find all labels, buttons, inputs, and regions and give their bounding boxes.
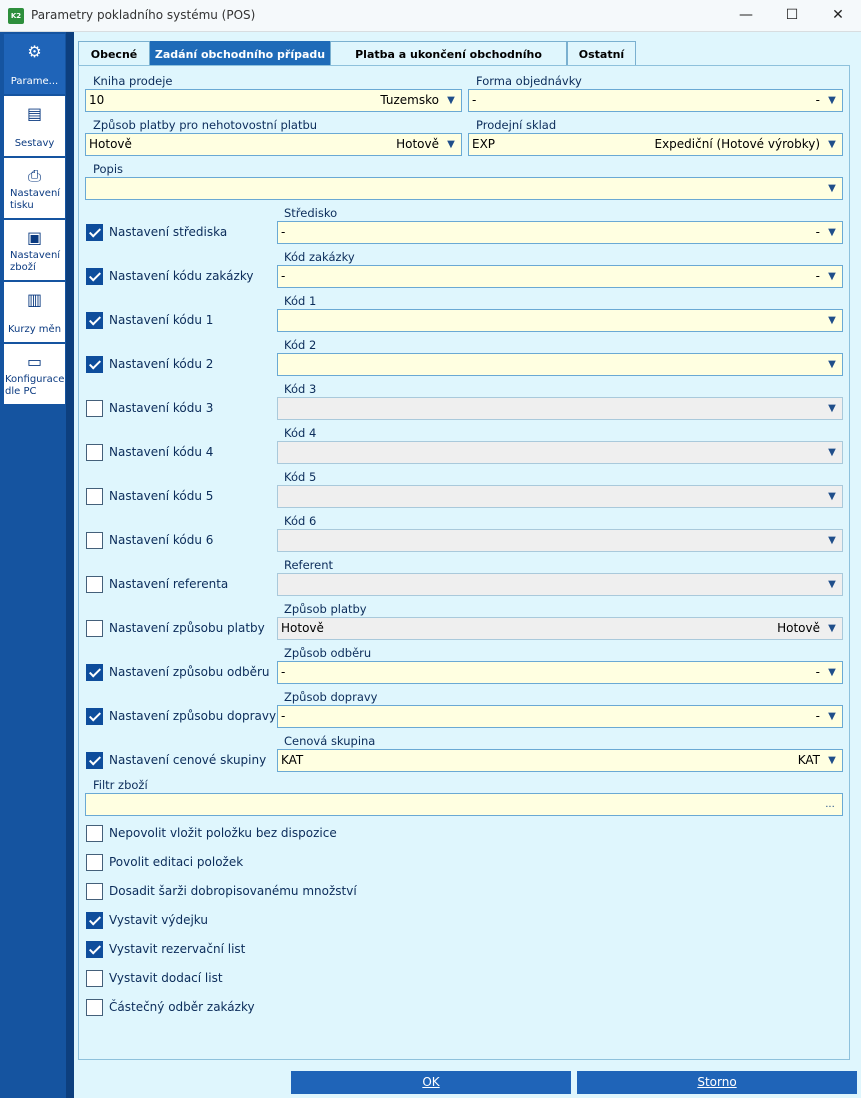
row-checkbox[interactable]	[86, 444, 103, 461]
option-checkbox[interactable]	[86, 912, 103, 929]
option-checkbox[interactable]	[86, 883, 103, 900]
minimize-button[interactable]: —	[739, 7, 753, 23]
field-description: -	[815, 225, 820, 239]
field-value: Hotově	[281, 621, 324, 635]
sidebar-item-label: Konfigurace dle PC	[5, 374, 65, 397]
dropdown-icon[interactable]: ▼	[828, 491, 836, 502]
row-field[interactable]	[277, 353, 843, 376]
row-field[interactable]	[277, 397, 843, 420]
row-checkbox[interactable]	[86, 312, 103, 329]
row-checkbox-label: Nastavení kódu 1	[109, 313, 214, 327]
dropdown-icon[interactable]: ▼	[447, 139, 455, 150]
option-label: Povolit editaci položek	[109, 855, 244, 869]
sidebar-item-kurzy-men[interactable]	[4, 282, 65, 342]
row-field[interactable]	[277, 705, 843, 728]
row-checkbox[interactable]	[86, 532, 103, 549]
box-icon: ▣	[26, 228, 43, 247]
popis-label: Popis	[93, 162, 124, 176]
option-checkbox[interactable]	[86, 999, 103, 1016]
row-field[interactable]	[277, 749, 843, 772]
row-field-label: Kód 1	[284, 294, 317, 308]
kniha-prodeje-label: Kniha prodeje	[93, 74, 173, 88]
field-value: 10	[89, 93, 105, 107]
field-value: Hotově	[89, 137, 132, 151]
row-field[interactable]	[277, 265, 843, 288]
forma-objednavky-field[interactable]	[468, 89, 843, 112]
prodejni-sklad-field[interactable]	[468, 133, 843, 156]
option-checkbox[interactable]	[86, 825, 103, 842]
row-field-label: Kód zakázky	[284, 250, 355, 264]
sidebar-item-konfigurace[interactable]	[4, 344, 65, 404]
row-checkbox-label: Nastavení kódu 5	[109, 489, 214, 503]
field-value: -	[281, 709, 286, 723]
option-label: Částečný odběr zakázky	[109, 1000, 255, 1014]
option-label: Vystavit výdejku	[109, 913, 208, 927]
field-value: -	[281, 225, 286, 239]
field-value: -	[281, 665, 286, 679]
zpusob-platby-nehot-field[interactable]	[85, 133, 462, 156]
row-checkbox-label: Nastavení kódu zakázky	[109, 269, 254, 283]
field-description: Hotově	[777, 621, 820, 635]
row-checkbox[interactable]	[86, 708, 103, 725]
dropdown-icon[interactable]: ▼	[828, 579, 836, 590]
kniha-prodeje-field[interactable]	[85, 89, 462, 112]
tab-obecne[interactable]: Obecné	[78, 41, 150, 66]
chart-icon: ▥	[26, 290, 43, 309]
row-checkbox-label: Nastavení způsobu dopravy	[109, 709, 277, 723]
sidebar-item-label: Nastavení zboží	[10, 250, 61, 273]
row-checkbox-label: Nastavení kódu 2	[109, 357, 214, 371]
row-field[interactable]	[277, 441, 843, 464]
ok-button[interactable]: OK	[291, 1071, 571, 1094]
row-field-label: Způsob dopravy	[284, 690, 378, 704]
dropdown-icon[interactable]: ▼	[828, 535, 836, 546]
dropdown-icon[interactable]: ▼	[828, 359, 836, 370]
sidebar-item-nastaveni-tisku[interactable]	[4, 158, 65, 218]
dropdown-icon[interactable]: ▼	[828, 227, 836, 238]
field-description: -	[815, 709, 820, 723]
dropdown-icon[interactable]: ▼	[828, 711, 836, 722]
field-value: EXP	[472, 137, 496, 151]
option-label: Vystavit dodací list	[109, 971, 223, 985]
field-description: -	[815, 665, 820, 679]
row-field[interactable]	[277, 661, 843, 684]
printer-icon: ⎙	[28, 166, 41, 185]
row-field[interactable]	[277, 309, 843, 332]
sidebar-item-parametry[interactable]	[4, 34, 65, 94]
dropdown-icon[interactable]: ▼	[828, 403, 836, 414]
field-description: KAT	[797, 753, 820, 767]
popis-field[interactable]	[85, 177, 843, 200]
row-checkbox[interactable]	[86, 620, 103, 637]
ellipsis-button[interactable]: ...	[825, 799, 835, 810]
sidebar-item-nastaveni-zbozi[interactable]	[4, 220, 65, 280]
row-checkbox[interactable]	[86, 488, 103, 505]
field-description: Tuzemsko	[380, 93, 439, 107]
dropdown-icon[interactable]: ▼	[828, 447, 836, 458]
row-field-label: Způsob platby	[284, 602, 367, 616]
dropdown-icon[interactable]: ▼	[828, 623, 836, 634]
row-checkbox[interactable]	[86, 576, 103, 593]
row-checkbox-label: Nastavení kódu 6	[109, 533, 214, 547]
row-checkbox[interactable]	[86, 400, 103, 417]
row-checkbox-label: Nastavení střediska	[109, 225, 228, 239]
filtr-zbozi-label: Filtr zboží	[93, 778, 148, 792]
row-field[interactable]	[277, 221, 843, 244]
sidebar-item-label: Nastavení tisku	[10, 188, 61, 211]
option-label: Vystavit rezervační list	[109, 942, 246, 956]
dropdown-icon[interactable]: ▼	[828, 755, 836, 766]
sidebar-item-sestavy[interactable]	[4, 96, 65, 156]
row-checkbox-label: Nastavení kódu 3	[109, 401, 214, 415]
field-description: Hotově	[396, 137, 439, 151]
option-checkbox[interactable]	[86, 970, 103, 987]
dropdown-icon[interactable]: ▼	[828, 315, 836, 326]
dropdown-icon[interactable]: ▼	[447, 95, 455, 106]
tab-panel	[78, 65, 850, 1060]
sidebar-divider	[66, 32, 74, 1098]
dropdown-icon[interactable]: ▼	[828, 95, 836, 106]
row-field-label: Kód 2	[284, 338, 317, 352]
tab-platba[interactable]: Platba a ukončení obchodního	[330, 41, 567, 66]
row-checkbox[interactable]	[86, 224, 103, 241]
monitor-icon: ▭	[26, 352, 43, 371]
field-value: KAT	[281, 753, 304, 767]
tab-zadani[interactable]: Zadání obchodního případu	[150, 41, 330, 66]
field-description: -	[815, 93, 820, 107]
row-field-label: Referent	[284, 558, 334, 572]
dropdown-icon[interactable]: ▼	[828, 271, 836, 282]
maximize-button[interactable]: ☐	[785, 7, 799, 23]
row-checkbox[interactable]	[86, 268, 103, 285]
sidebar-item-label: Sestavy	[14, 138, 55, 149]
row-field-label: Kód 3	[284, 382, 317, 396]
row-field[interactable]	[277, 485, 843, 508]
row-checkbox-label: Nastavení způsobu platby	[109, 621, 265, 635]
filtr-zbozi-field[interactable]	[85, 793, 843, 816]
title-bar	[0, 0, 861, 32]
option-label: Dosadit šarži dobropisovanému množství	[109, 884, 357, 898]
row-checkbox-label: Nastavení cenové skupiny	[109, 753, 267, 767]
row-checkbox-label: Nastavení kódu 4	[109, 445, 214, 459]
dropdown-icon[interactable]: ▼	[828, 139, 836, 150]
row-field-label: Cenová skupina	[284, 734, 376, 748]
row-checkbox-label: Nastavení referenta	[109, 577, 229, 591]
sidebar-item-label: Kurzy měn	[7, 324, 62, 335]
row-field-label: Způsob odběru	[284, 646, 372, 660]
field-description: -	[815, 269, 820, 283]
window-title: Parametry pokladního systému (POS)	[31, 8, 256, 22]
row-field-label: Středisko	[284, 206, 338, 220]
zpusob-platby-nehot-label: Způsob platby pro nehotovostní platbu	[93, 118, 318, 132]
row-field-label: Kód 5	[284, 470, 317, 484]
row-checkbox[interactable]	[86, 664, 103, 681]
field-value: -	[281, 269, 286, 283]
prodejni-sklad-label: Prodejní sklad	[476, 118, 557, 132]
row-field[interactable]	[277, 617, 843, 640]
dropdown-icon[interactable]: ▼	[828, 667, 836, 678]
row-checkbox[interactable]	[86, 356, 103, 373]
row-checkbox-label: Nastavení způsobu odběru	[109, 665, 270, 679]
option-checkbox[interactable]	[86, 941, 103, 958]
document-icon: ▤	[26, 104, 43, 123]
forma-objednavky-label: Forma objednávky	[476, 74, 582, 88]
option-checkbox[interactable]	[86, 854, 103, 871]
row-field[interactable]	[277, 529, 843, 552]
row-field-label: Kód 4	[284, 426, 317, 440]
row-field[interactable]	[277, 573, 843, 596]
field-value: -	[472, 93, 477, 107]
gear-icon: ⚙	[27, 42, 42, 61]
dropdown-icon[interactable]: ▼	[828, 183, 836, 194]
sidebar-item-label: Parame...	[10, 76, 59, 87]
field-description: Expediční (Hotové výrobky)	[654, 137, 820, 151]
tab-ostatni[interactable]: Ostatní	[567, 41, 636, 66]
option-label: Nepovolit vložit položku bez dispozice	[109, 826, 337, 840]
storno-button[interactable]: Storno	[577, 1071, 857, 1094]
close-button[interactable]: ✕	[832, 7, 844, 23]
row-checkbox[interactable]	[86, 752, 103, 769]
app-logo-icon: K2	[8, 8, 24, 24]
row-field-label: Kód 6	[284, 514, 317, 528]
